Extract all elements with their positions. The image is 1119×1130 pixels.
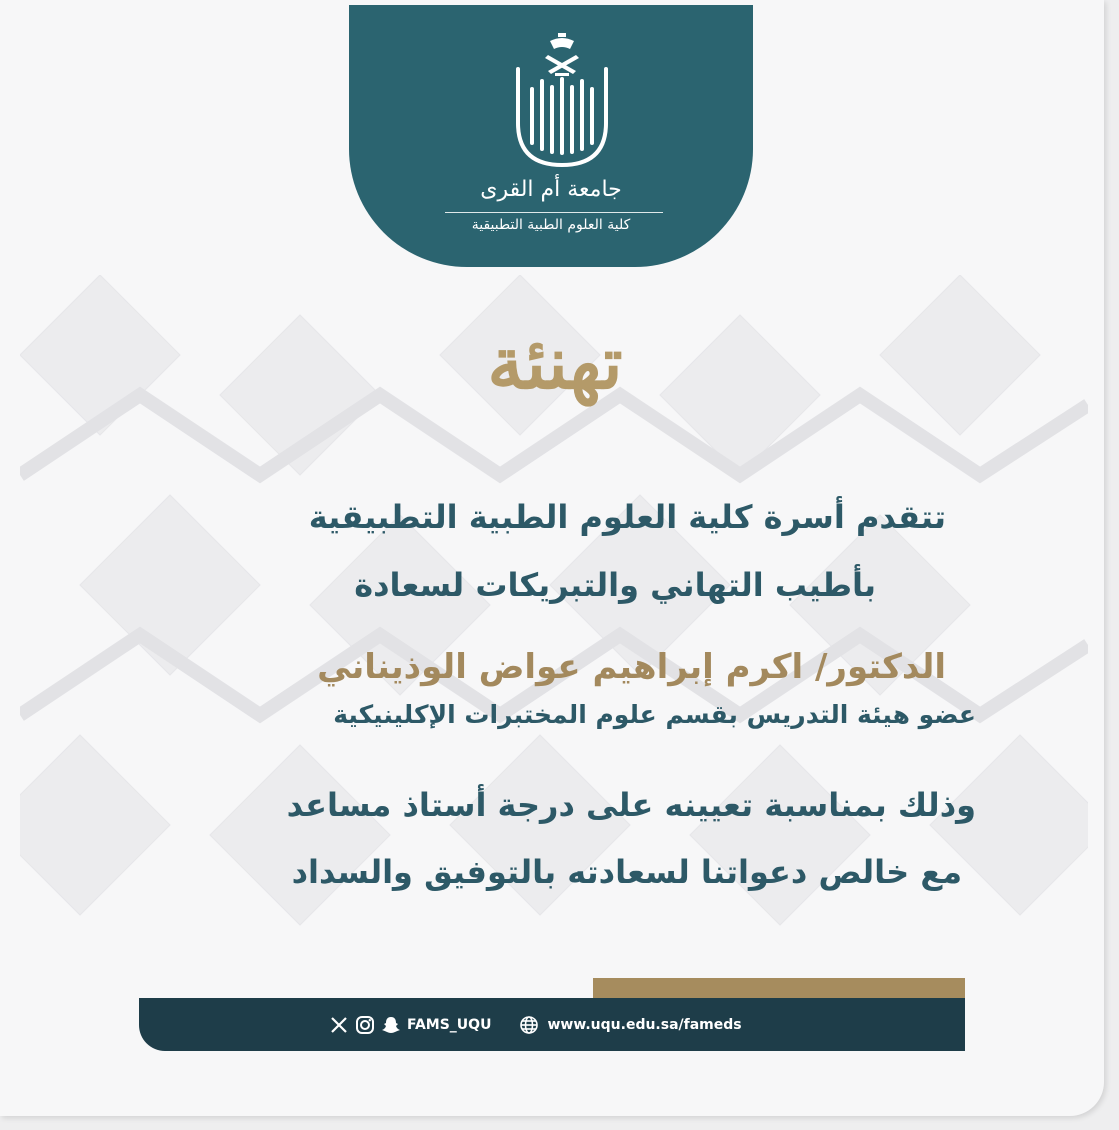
gold-accent-bar bbox=[593, 978, 965, 998]
college-name: كلية العلوم الطبية التطبيقية bbox=[471, 217, 631, 233]
honoree-position: عضو هيئة التدريس بقسم علوم المختبرات الإكلينيكية bbox=[333, 700, 976, 729]
university-name: جامعة أم القرى bbox=[480, 177, 622, 202]
instagram-icon[interactable] bbox=[355, 1015, 375, 1035]
x-icon[interactable] bbox=[329, 1015, 349, 1035]
honoree-name: الدكتور/ اكرم إبراهيم عواض الوذيناني bbox=[317, 647, 946, 687]
footer-contacts bbox=[329, 998, 742, 1051]
website-link[interactable]: www.uqu.edu.sa/fameds bbox=[547, 1016, 742, 1033]
wishes-line: مع خالص دعواتنا لسعادته بالتوفيق والسداد bbox=[291, 853, 962, 891]
calligraphy-title bbox=[430, 300, 680, 460]
logo-divider bbox=[445, 212, 663, 213]
greeting-line-1: تتقدم أسرة كلية العلوم الطبية التطبيقية bbox=[308, 498, 946, 536]
greeting-line-2: بأطيب التهاني والتبريكات لسعادة bbox=[354, 566, 876, 604]
uqu-logo-icon bbox=[512, 31, 612, 171]
header-logo-tab bbox=[349, 5, 753, 267]
globe-icon bbox=[519, 1015, 539, 1035]
congratulations-title: تهنئة bbox=[487, 320, 623, 405]
occasion-line: وذلك بمناسبة تعيينه على درجة أستاذ مساعد bbox=[286, 786, 976, 824]
social-handle[interactable]: FAMS_UQU bbox=[407, 1016, 492, 1033]
footer-bar bbox=[139, 998, 965, 1051]
snapchat-icon[interactable] bbox=[381, 1015, 401, 1035]
